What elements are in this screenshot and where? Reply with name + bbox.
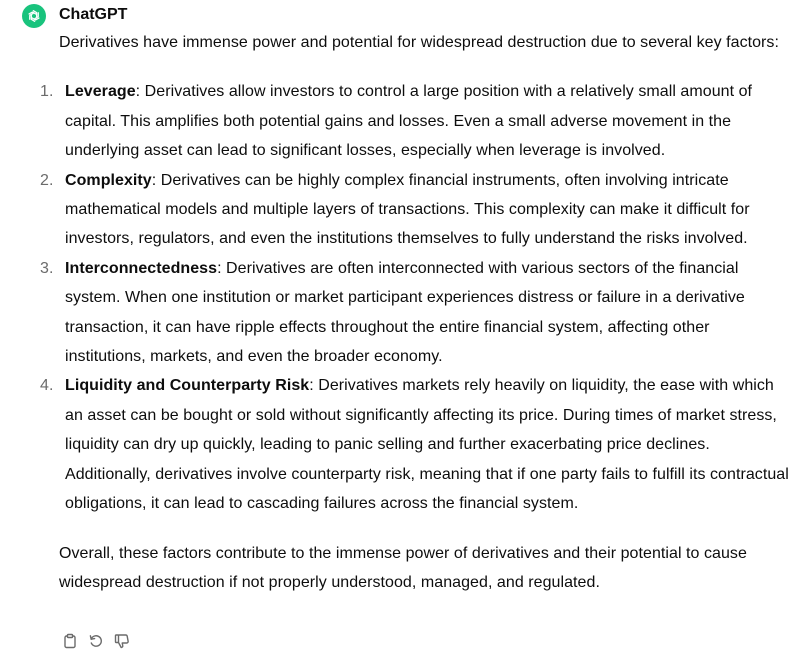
list-item <box>40 371 789 518</box>
list-number: 2. <box>40 171 54 189</box>
list-number: 1. <box>40 83 54 101</box>
thumbs-down-icon <box>114 633 130 649</box>
factor-term: Liquidity and Counterparty Risk <box>65 377 310 395</box>
clipboard-icon <box>62 633 78 649</box>
factor-term: Interconnectedness <box>65 259 218 277</box>
message-content <box>40 28 789 597</box>
chatgpt-avatar <box>22 4 46 28</box>
openai-logo-icon <box>26 8 42 24</box>
author-name: ChatGPT <box>59 6 128 23</box>
factor-description: : Derivatives allow investors to control a large position with a relatively small amount of capital. This amplifies both potential gains and losses. Even a small adverse movement in the underlying asset can lead to significant losses, especially when leverage is involved. <box>65 83 753 160</box>
list-item <box>40 254 789 372</box>
factor-description: : Derivatives markets rely heavily on liquidity, the ease with which an asset can be bought or sold without significantly affecting its price. During times of market stress, liquidity can dry up quickly, leading to panic selling and further exacerbating price declines. Additionally, derivatives involve counterparty risk, meaning that if one party fails to fulfill its contractual obligations, it can lead to cascading failures across the financial system. <box>65 377 789 513</box>
factors-list <box>40 77 789 518</box>
factor-description: : Derivatives can be highly complex financial instruments, often involving intricate mathematical models and multiple layers of transactions. This complexity can make it difficult for investors, regulators, and even the institutions themselves to fully understand the risks involved. <box>65 171 750 248</box>
conclusion-paragraph: Overall, these factors contribute to the immense power of derivatives and their potential to cause widespread destruction if not properly understood, managed, and regulated. <box>59 544 747 591</box>
list-number: 3. <box>40 259 54 277</box>
factor-description: : Derivatives are often interconnected with various sectors of the financial system. When one institution or market participant experiences distress or failure in a derivative transaction, it can have ripple effects throughout the entire financial system, affecting other institutions, markets, and even the broader economy. <box>65 259 745 366</box>
dislike-button[interactable] <box>112 631 132 651</box>
factor-term: Leverage <box>65 83 136 101</box>
copy-button[interactable] <box>60 631 80 651</box>
list-item <box>40 77 789 165</box>
message-actions <box>60 631 132 651</box>
regenerate-button[interactable] <box>86 631 106 651</box>
factor-term: Complexity <box>65 171 152 189</box>
list-number: 4. <box>40 377 54 395</box>
list-item <box>40 166 789 254</box>
regenerate-icon <box>88 633 104 649</box>
intro-paragraph: Derivatives have immense power and potential for widespread destruction due to several key factors: <box>59 34 779 51</box>
